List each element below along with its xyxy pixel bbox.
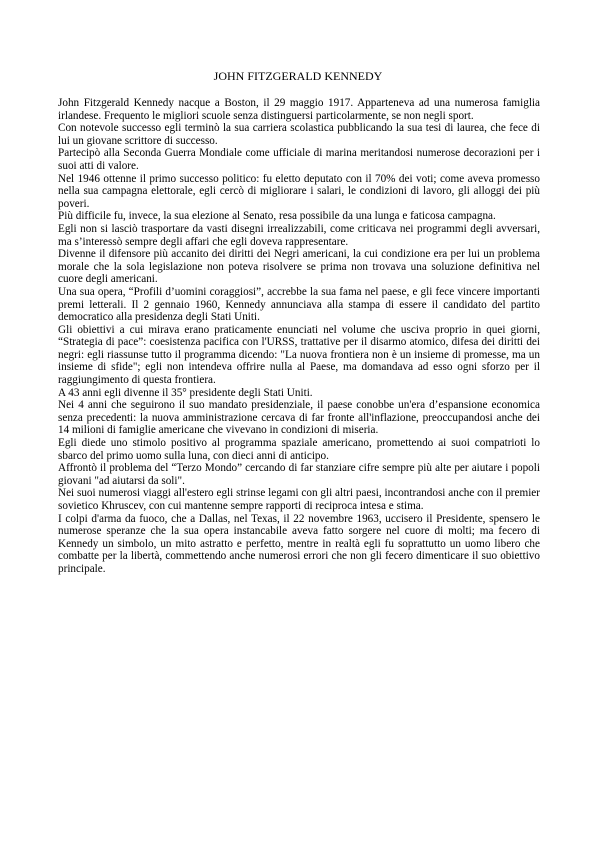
paragraph-president: A 43 anni egli divenne il 35° presidente degli Stati Uniti. — [58, 386, 313, 399]
paragraph-senate: Più difficile fu, invece, la sua elezione al Senato, resa possibile da una lunga e faticosa campagna. — [58, 210, 496, 223]
paragraph-objectives: Gli obiettivi a cui mirava erano praticamente enunciati nel volume che usciva proprio in quei giorni, “Strategia di pace”: coesistenza pacifica con l'URSS, trattative per il disarmo atomico, difesa dei diritti dei negri: egli riassunse tutto il programma dicendo: "La nuova frontiera non è un insieme di promesse, ma un insieme di sfide"; egli non intendeva offrire nulla al Paese, ma domandava ad esso ogni sforzo per il raggiungimento di questa frontiera. — [58, 323, 540, 387]
paragraph-dallas: I colpi d'arma da fuoco, che a Dallas, nel Texas, il 22 novembre 1963, uccisero il Presidente, spensero le numerose speranze che la sua opera instancabile aveva fatto sorgere nel cuore di molti; ma fecero di Kennedy un simbolo, un mito astratto e perfetto, mentre in realtà egli fu soprattutto un uomo libero che combatte per la libertà, commettendo anche numerosi errori che non gli fecero dimenticare il suo obiettivo principale. — [58, 512, 540, 575]
paragraph-birth: John Fitzgerald Kennedy nacque a Boston, il 29 maggio 1917. Apparteneva ad una numerosa famiglia irlandese. Frequento le migliori scuole senza distinguersi particolarmente, se non negli sport. — [58, 97, 540, 122]
paragraph-affairs: Egli non si lasciò trasportare da vasti disegni irrealizzabili, come criticava nei programmi degli avversari, ma s’interessò sempre degli affari che egli doveva rappresentare. — [58, 222, 540, 248]
paragraph-travels: Nei suoi numerosi viaggi all'estero egli strinse legami con gli altri paesi, incontrandosi anche con il premier sovietico Khruscev, con cui mantenne sempre rapporti di reciproca intesa e stima. — [58, 487, 540, 512]
paragraph-war: Partecipò alla Seconda Guerra Mondiale come ufficiale di marina meritandosi numerose decorazioni per i suoi atti di valore. — [58, 147, 540, 172]
paragraph-space: Egli diede uno stimolo positivo al programma spaziale americano, promettendo ai suoi compatrioti lo sbarco del primo uomo sulla luna, con dieci anni di anticipo. — [58, 437, 540, 462]
document-title: JOHN FITZGERALD KENNEDY — [213, 69, 383, 83]
paragraph-book: Una sua opera, “Profili d’uomini coraggiosi”, accrebbe la sua fama nel paese, e gli fece vincere importanti premi letterali. Il 2 gennaio 1960, Kennedy annunciava alla stampa di essere il candidato del partito democratico alla presidenza degli Stati Uniti. — [58, 285, 540, 324]
paragraph-deputy: Nel 1946 ottenne il primo successo politico: fu eletto deputato con il 70% dei voti; come aveva promesso nella sua campagna elettorale, egli cercò di migliorare i salari, le condizioni di lavoro, gli alloggi dei più poveri. — [58, 172, 540, 210]
paragraph-thesis: Con notevole successo egli terminò la sua carriera scolastica pubblicando la sua tesi di laurea, che fece di lui un giovane scrittore di successo. — [58, 122, 540, 147]
paragraph-economy: Nei 4 anni che seguirono il suo mandato presidenziale, il paese conobbe un'era d’espansione economica senza precedenti: la nuova amministrazione cercava di far fronte all'inflazione, preoccupandosi anche dei 14 milioni di famiglie americane che vivevano in condizioni di miseria. — [58, 399, 540, 437]
document-body — [58, 97, 540, 576]
paragraph-civil-rights: Divenne il difensore più accanito dei diritti dei Negri americani, la cui condizione era per lui un problema morale che la sola legislazione non poteva risolvere se prima non trovava una soluzione definitiva nel cuore degli americani. — [58, 248, 540, 286]
paragraph-third-world: Affrontò il problema del “Terzo Mondo” cercando di far stanziare cifre sempre più alte per aiutare i popoli giovani "ad aiutarsi da soli". — [58, 462, 540, 487]
